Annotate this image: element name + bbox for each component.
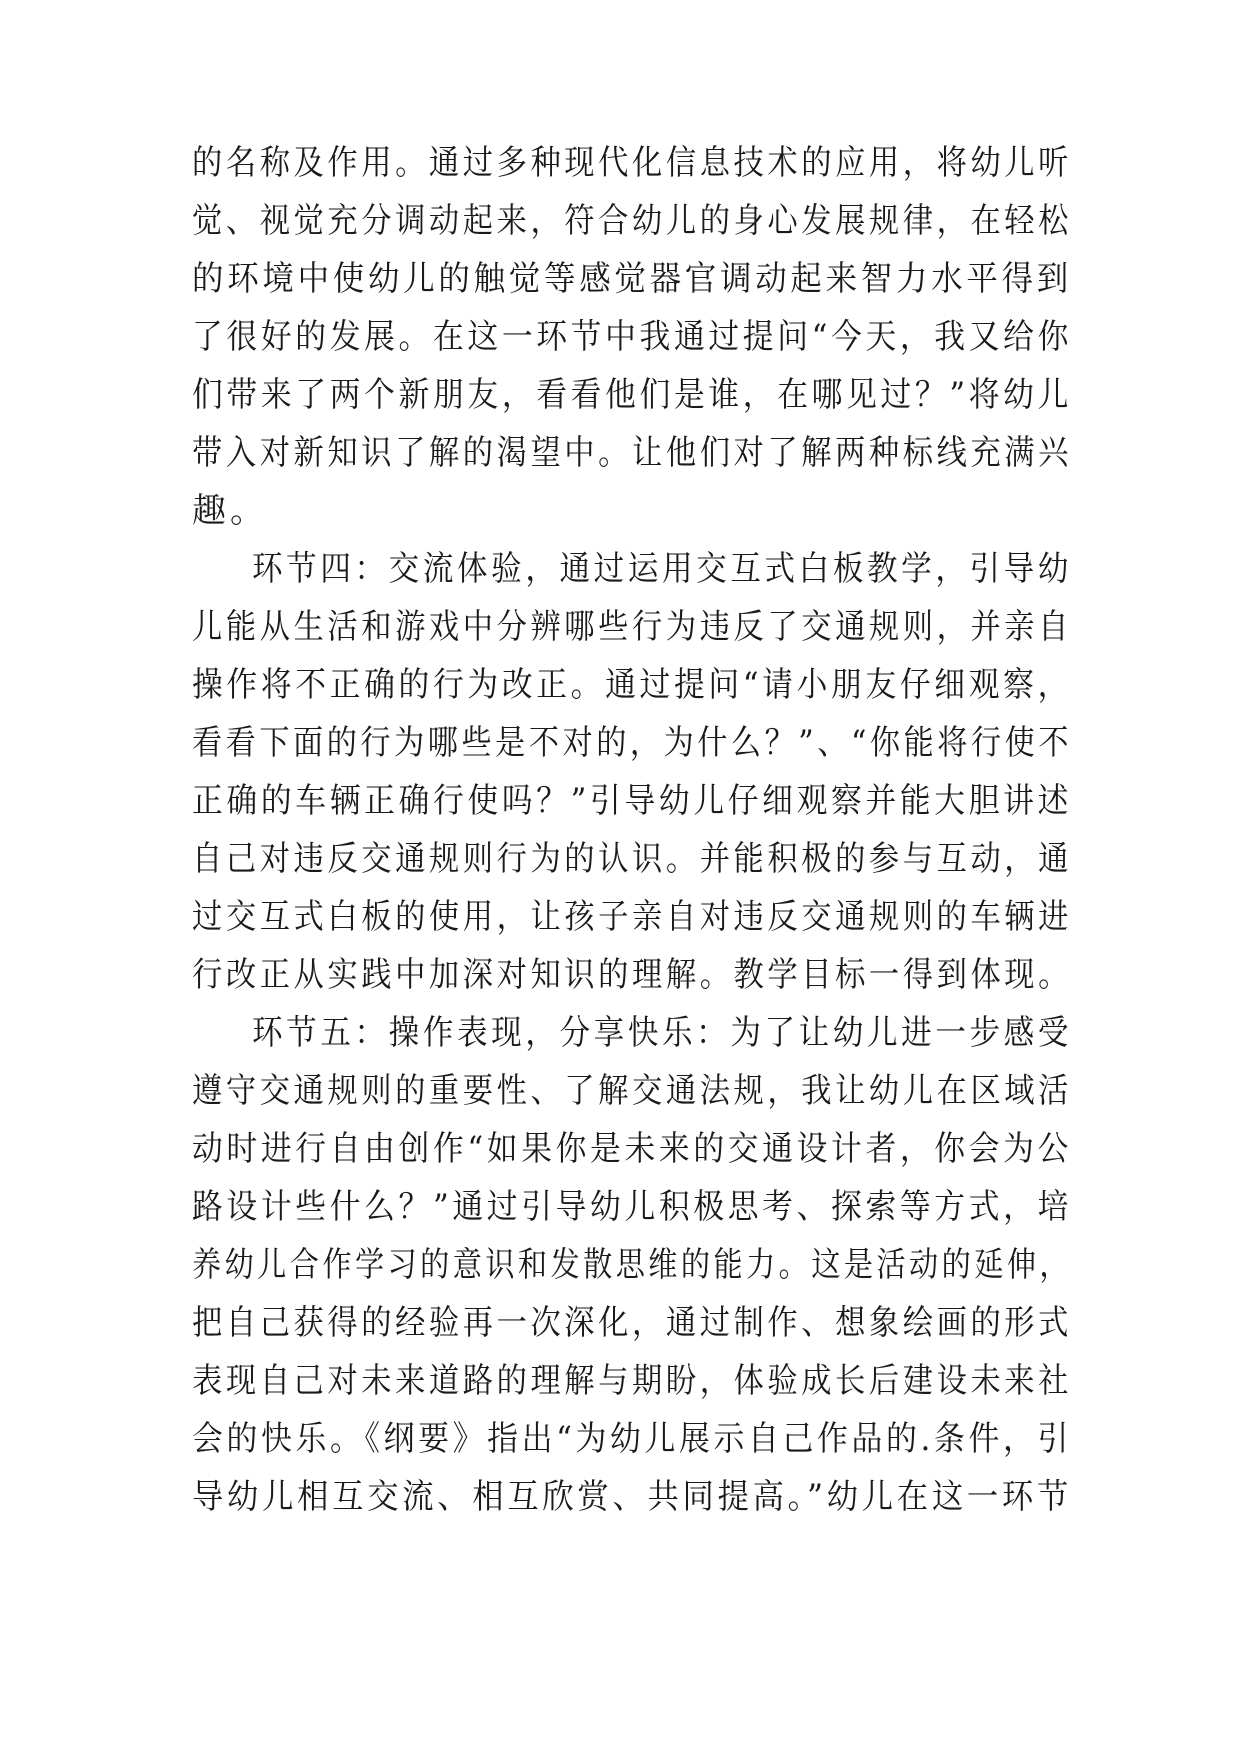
text-line: 行改正从实践中加深对知识的理解。教学目标一得到体现。 — [192, 955, 1072, 995]
text-line: 过交互式白板的使用，让孩子亲自对违反交通规则的车辆进 — [192, 897, 1072, 937]
paragraph-start-line: 环节四：交流体验，通过运用交互式白板教学，引导幼 — [252, 549, 1072, 589]
text-line: 动时进行自由创作“如果你是未来的交通设计者，你会为公 — [192, 1129, 1072, 1169]
text-line: 自己对违反交通规则行为的认识。并能积极的参与互动，通 — [192, 839, 1072, 879]
text-line: 正确的车辆正确行使吗？”引导幼儿仔细观察并能大胆讲述 — [192, 781, 1072, 821]
text-line: 的名称及作用。通过多种现代化信息技术的应用，将幼儿听 — [192, 143, 1072, 183]
text-line: 看看下面的行为哪些是不对的，为什么？”、“你能将行使不 — [192, 723, 1072, 763]
text-line: 遵守交通规则的重要性、了解交通法规，我让幼儿在区域活 — [192, 1071, 1072, 1111]
text-line: 路设计些什么？”通过引导幼儿积极思考、探索等方式，培 — [192, 1187, 1072, 1227]
text-line: 养幼儿合作学习的意识和发散思维的能力。这是活动的延伸， — [192, 1245, 1072, 1285]
text-line: 会的快乐。《纲要》指出“为幼儿展示自己作品的.条件，引 — [192, 1419, 1072, 1459]
text-line: 儿能从生活和游戏中分辨哪些行为违反了交通规则，并亲自 — [192, 607, 1072, 647]
text-line: 带入对新知识了解的渴望中。让他们对了解两种标线充满兴 — [192, 433, 1072, 473]
text-line: 操作将不正确的行为改正。通过提问“请小朋友仔细观察， — [192, 665, 1072, 705]
text-line: 们带来了两个新朋友，看看他们是谁，在哪见过？”将幼儿 — [192, 375, 1072, 415]
text-line: 趣。 — [192, 491, 268, 531]
text-line: 的环境中使幼儿的触觉等感觉器官调动起来智力水平得到 — [192, 259, 1072, 299]
text-line: 了很好的发展。在这一环节中我通过提问“今天，我又给你 — [192, 317, 1072, 357]
text-line: 觉、视觉充分调动起来，符合幼儿的身心发展规律，在轻松 — [192, 201, 1072, 241]
text-line: 导幼儿相互交流、相互欣赏、共同提高。”幼儿在这一环节 — [192, 1477, 1072, 1517]
text-line: 表现自己对未来道路的理解与期盼，体验成长后建设未来社 — [192, 1361, 1072, 1401]
text-line: 把自己获得的经验再一次深化，通过制作、想象绘画的形式 — [192, 1303, 1072, 1343]
paragraph-start-line: 环节五：操作表现，分享快乐：为了让幼儿进一步感受 — [252, 1013, 1072, 1053]
